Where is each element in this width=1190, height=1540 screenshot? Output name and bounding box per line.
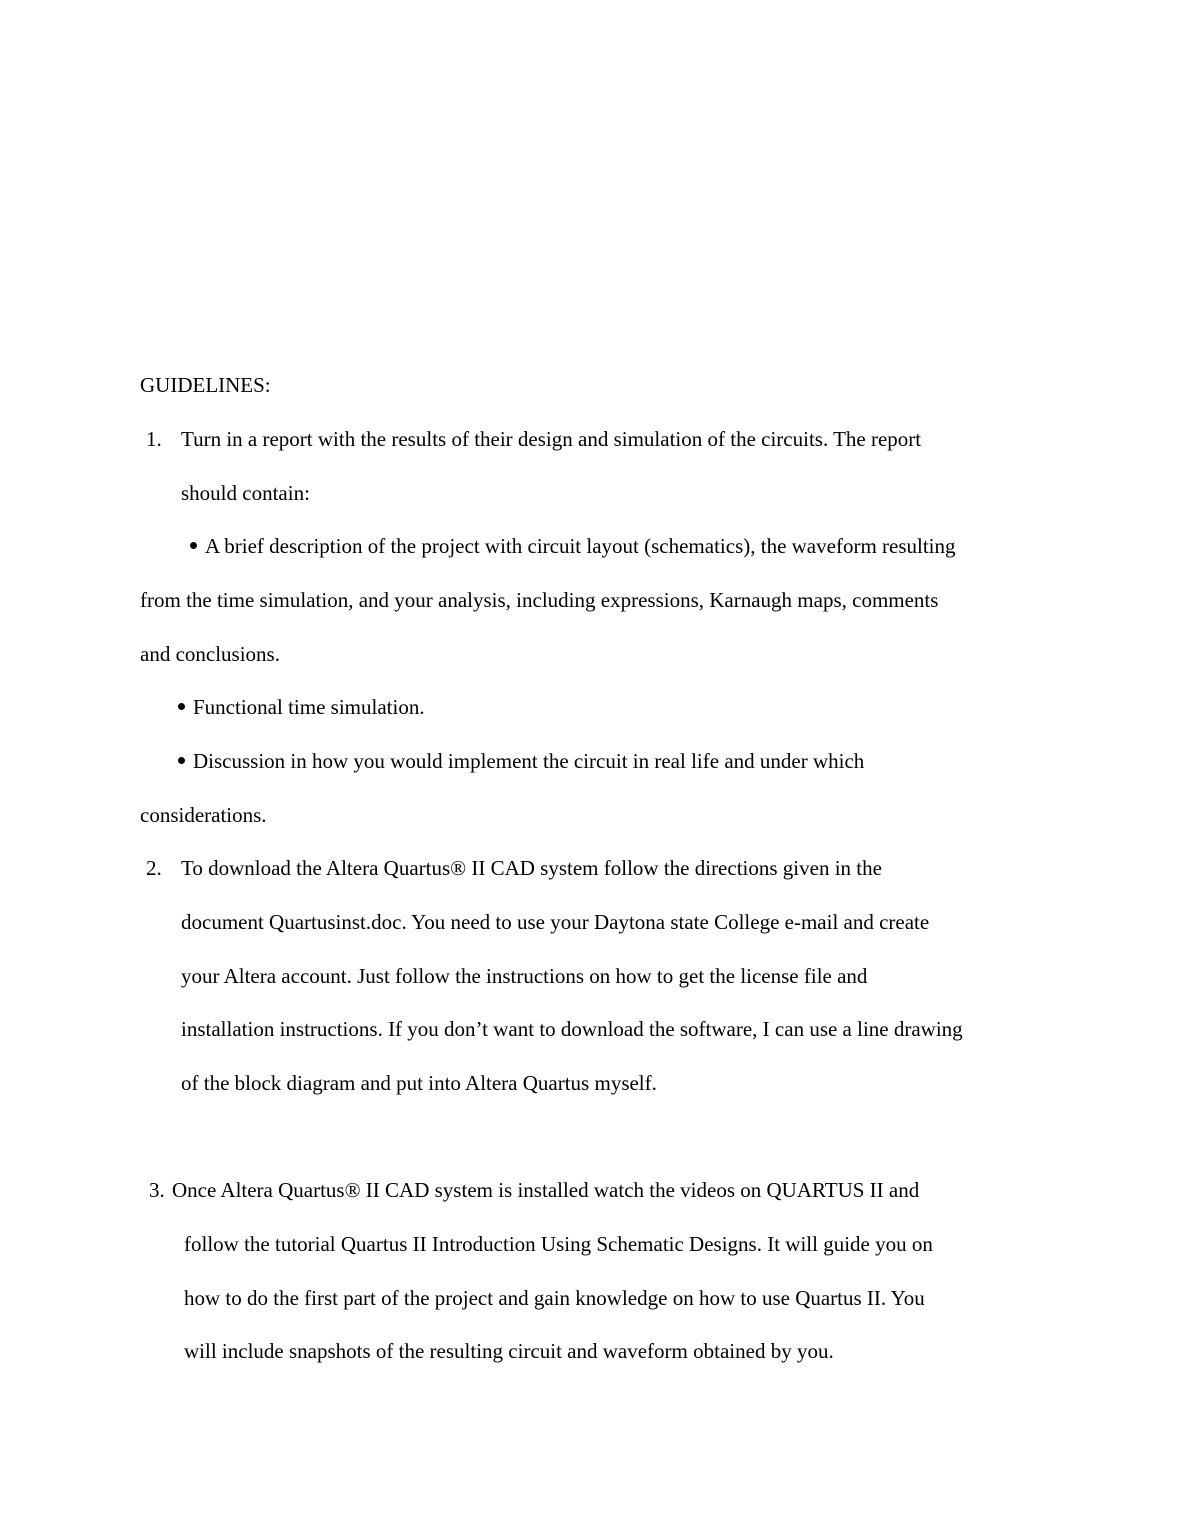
bullet-3-line-2: considerations. (140, 803, 267, 827)
item-3-line-3: how to do the first part of the project and gain knowledge on how to use Quartus II. You (184, 1286, 925, 1310)
item-1-line-1: Turn in a report with the results of their design and simulation of the circuits. The report (181, 427, 922, 451)
item-2-number: 2. (146, 856, 162, 880)
bullet-2-line-1 (178, 697, 425, 718)
item-3-line-1: Once Altera Quartus® II CAD system is installed watch the videos on QUARTUS II and (172, 1178, 920, 1202)
bullet-1-line-1 (190, 536, 956, 557)
bullet-dot-icon (178, 757, 185, 764)
item-1-line-2: should contain: (181, 481, 310, 505)
item-2-line-4: installation instructions. If you don’t want to download the software, I can use a line drawing (181, 1017, 963, 1041)
bullet-1-text-1: A brief description of the project with circuit layout (schematics), the waveform resulting (205, 534, 956, 558)
item-2-line-5: of the block diagram and put into Altera Quartus myself. (181, 1071, 657, 1095)
item-2-line-2: document Quartusinst.doc. You need to use your Daytona state College e-mail and create (181, 910, 930, 934)
bullet-3-line-1 (178, 751, 864, 772)
item-3-line-4: will include snapshots of the resulting circuit and waveform obtained by you. (184, 1339, 834, 1363)
item-3-number: 3. (149, 1178, 165, 1202)
item-2-line-3: your Altera account. Just follow the instructions on how to get the license file and (181, 964, 868, 988)
guidelines-heading: GUIDELINES: (140, 373, 271, 397)
item-3-line-2: follow the tutorial Quartus II Introduction Using Schematic Designs. It will guide you on (184, 1232, 933, 1256)
bullet-3-text-1: Discussion in how you would implement the circuit in real life and under which (193, 749, 865, 773)
bullet-dot-icon (190, 542, 197, 549)
item-1-number: 1. (146, 427, 162, 451)
bullet-1-line-3: and conclusions. (140, 642, 280, 666)
bullet-dot-icon (178, 703, 185, 710)
item-2-line-1: To download the Altera Quartus® II CAD system follow the directions given in the (181, 856, 882, 880)
bullet-2-text-1: Functional time simulation. (193, 695, 425, 719)
bullet-1-line-2: from the time simulation, and your analysis, including expressions, Karnaugh maps, comments (140, 588, 939, 612)
